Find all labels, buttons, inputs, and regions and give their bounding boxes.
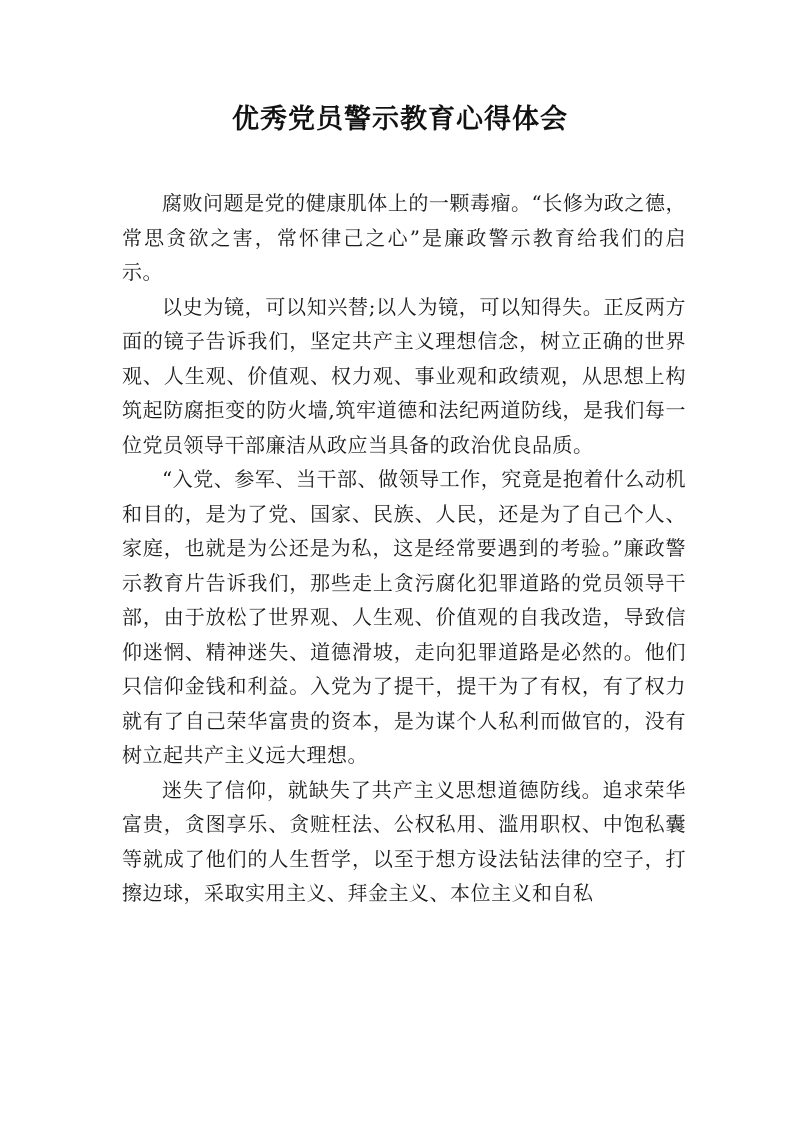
paragraph-1: 腐败问题是党的健康肌体上的一颗毒瘤。“长修为政之德，常思贪欲之害，常怀律己之心”是廉政警示教育给我们的启示。 (122, 191, 686, 284)
paragraph-2: 以史为镜，可以知兴替;以人为镜，可以知得失。正反两方面的镜子告诉我们，坚定共产主义理想信念，树立正确的世界观、人生观、价值观、权力观、事业观和政绩观，从思想上构筑起防腐拒变的防火墙,筑牢道德和法纪两道防线，是我们每一位党员领导干部廉洁从政应当具备的政治优良品质。 (122, 294, 686, 457)
document-body (122, 186, 686, 911)
paragraph-3: “入党、参军、当干部、做领导工作，究竟是抱着什么动机和目的，是为了党、国家、民族、人民，还是为了自己个人、家庭，也就是为公还是为私，这是经常要遇到的考验。”廉政警示教育片告诉我们，那些走上贪污腐化犯罪道路的党员领导干部，由于放松了世界观、人生观、价值观的自我改造，导致信仰迷惘、精神迷失、道德滑坡，走向犯罪道路是必然的。他们只信仰金钱和利益。入党为了提干，提干为了有权，有了权力就有了自己荣华富贵的资本，是为谋个人私利而做官的，没有树立起共产主义远大理想。 (122, 467, 686, 767)
paragraph-4: 迷失了信仰，就缺失了共产主义思想道德防线。追求荣华富贵，贪图享乐、贪赃枉法、公权私用、滥用职权、中饱私囊等就成了他们的人生哲学，以至于想方设法钻法律的空子，打擦边球，采取实用主义、拜金主义、本位主义和自私 (122, 777, 686, 905)
document-title: 优秀党员警示教育心得体会 (232, 104, 568, 135)
